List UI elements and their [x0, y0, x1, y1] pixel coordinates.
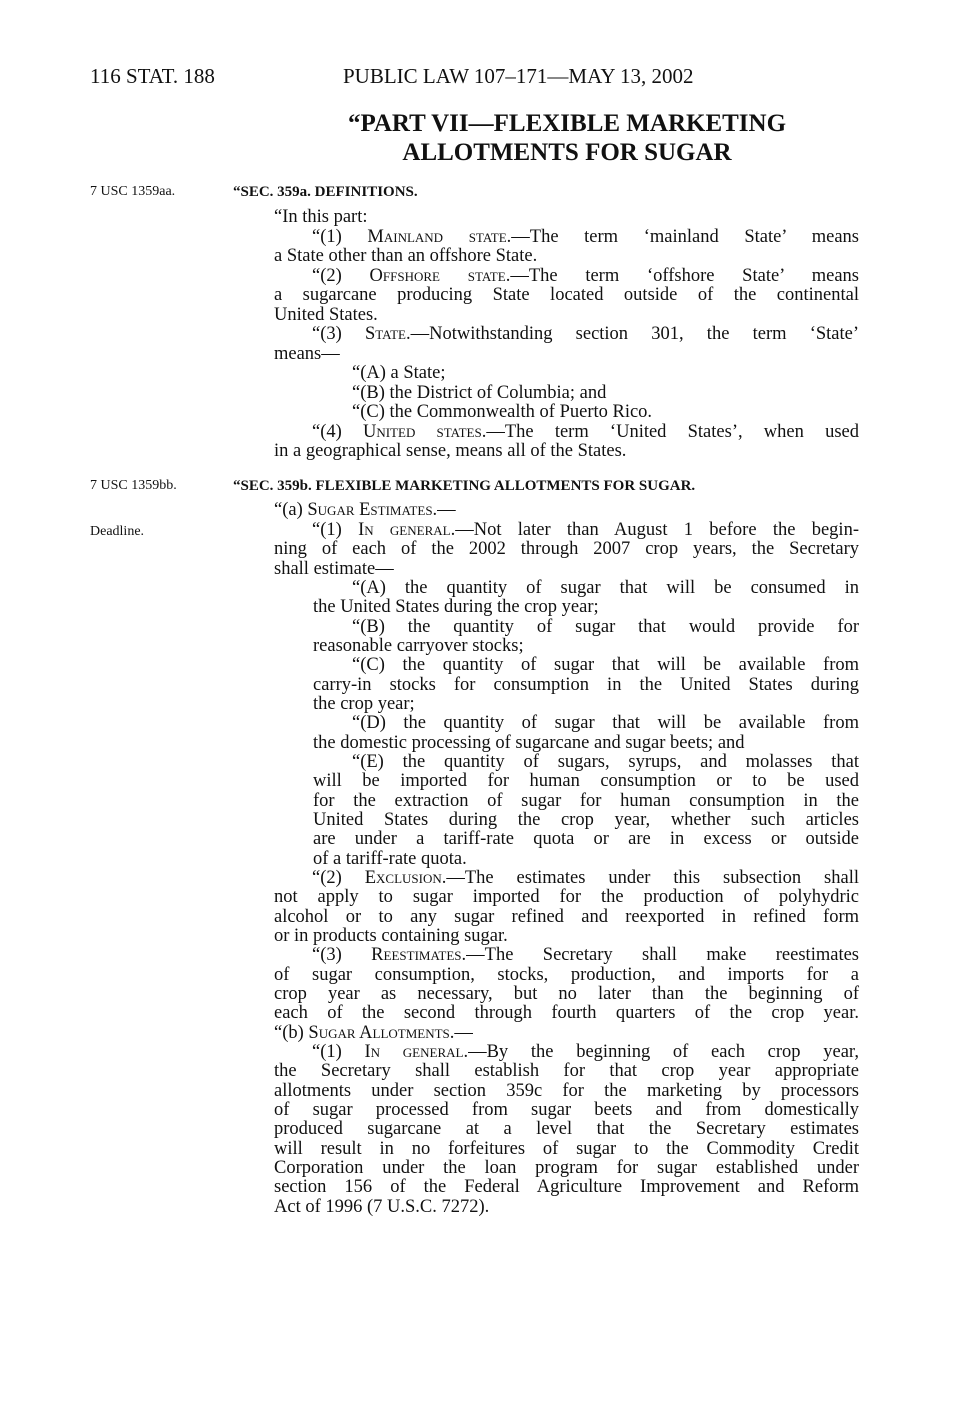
text-line: alcohol or to any sugar refined and reexported in refined form	[274, 907, 859, 927]
text-line: will result in no forfeitures of sugar to the Commodity Credit	[274, 1139, 859, 1159]
text-line: in a geographical sense, means all of the States.	[274, 441, 627, 461]
subparagraph-b: “(B) the quantity of sugar that would provide for	[352, 617, 859, 637]
paragraph-united-states: “(4) United states.—The term ‘United States’, when used	[312, 422, 859, 442]
text-line: carry-in stocks for consumption in the United States during	[313, 675, 859, 695]
text-line: United States during the crop year, whether such articles	[313, 810, 859, 830]
paragraph-allotments-in-general: “(1) In general.—By the beginning of each crop year,	[312, 1042, 859, 1062]
text-line: each of the second through fourth quarters of the crop year.	[274, 1003, 859, 1023]
text-line: the domestic processing of sugarcane and sugar beets; and	[313, 733, 745, 753]
text-line: are under a tariff-rate quota or are in excess or outside	[313, 829, 859, 849]
text-line: crop year as necessary, but no later than the beginning of	[274, 984, 859, 1004]
margin-note-usc-1359bb: 7 USC 1359bb.	[90, 478, 177, 493]
paragraph-mainland-state: “(1) Mainland state.—The term ‘mainland State’ means	[312, 227, 859, 247]
margin-note-usc-1359aa: 7 USC 1359aa.	[90, 184, 176, 199]
text-line: or in products containing sugar.	[274, 926, 508, 946]
text-line: will be imported for human consumption or to be used	[313, 771, 859, 791]
paragraph-reestimates: “(3) Reestimates.—The Secretary shall make reestimates	[312, 945, 859, 965]
text-line: a sugarcane producing State located outside of the continental	[274, 285, 859, 305]
subsection-a-sugar-estimates: “(a) Sugar Estimates.—	[274, 500, 456, 520]
subparagraph-e: “(E) the quantity of sugars, syrups, and molasses that	[352, 752, 859, 772]
part-title-line2: ALLOTMENTS FOR SUGAR	[402, 139, 732, 166]
text-line: “In this part:	[274, 207, 368, 227]
text-line: of a tariff-rate quota.	[313, 849, 467, 869]
text-line: allotments under section 359c for the marketing by processors	[274, 1081, 859, 1101]
margin-note-deadline: Deadline.	[90, 524, 145, 539]
text-line: shall estimate—	[274, 559, 394, 579]
paragraph-in-general: “(1) In general.—Not later than August 1 before the begin-	[312, 520, 859, 540]
text-line: of sugar processed from sugar beets and from domestically	[274, 1100, 859, 1120]
text-line: the United States during the crop year;	[313, 597, 599, 617]
text-line: reasonable carryover stocks;	[313, 636, 524, 656]
text-line: produced sugarcane at a level that the Secretary estimates	[274, 1119, 859, 1139]
subparagraph-a: “(A) the quantity of sugar that will be consumed in	[352, 578, 859, 598]
subparagraph-b-district-of-columbia: “(B) the District of Columbia; and	[352, 383, 607, 403]
text-line: the crop year;	[313, 694, 415, 714]
text-line: section 156 of the Federal Agriculture Improvement and Reform	[274, 1177, 859, 1197]
paragraph-exclusion: “(2) Exclusion.—The estimates under this subsection shall	[312, 868, 859, 888]
text-line: the Secretary shall establish for that crop year appropriate	[274, 1061, 859, 1081]
part-title-line1: “PART VII—FLEXIBLE MARKETING	[347, 110, 787, 137]
text-line: a State other than an offshore State.	[274, 246, 538, 266]
subparagraph-a-state: “(A) a State;	[352, 363, 446, 383]
section-heading-359a: “SEC. 359a. DEFINITIONS.	[233, 184, 418, 200]
running-head-law: PUBLIC LAW 107–171—MAY 13, 2002	[343, 64, 694, 88]
text-line: means—	[274, 344, 340, 364]
subparagraph-c-puerto-rico: “(C) the Commonwealth of Puerto Rico.	[352, 402, 653, 422]
text-line: not apply to sugar imported for the production of polyhydric	[274, 887, 859, 907]
page-stat-number: 116 STAT. 188	[90, 64, 215, 88]
text-line: Act of 1996 (7 U.S.C. 7272).	[274, 1197, 490, 1217]
paragraph-state: “(3) State.—Notwithstanding section 301, the term ‘State’	[312, 324, 859, 344]
text-line: of sugar consumption, stocks, production, and imports for a	[274, 965, 859, 985]
paragraph-offshore-state: “(2) Offshore state.—The term ‘offshore State’ means	[312, 266, 859, 286]
text-line: for the extraction of sugar for human consumption in the	[313, 791, 859, 811]
text-line: Corporation under the loan program for sugar established under	[274, 1158, 859, 1178]
text-line: ning of each of the 2002 through 2007 crop years, the Secretary	[274, 539, 859, 559]
text-line: United States.	[274, 305, 378, 325]
subsection-b-sugar-allotments: “(b) Sugar Allotments.—	[274, 1023, 473, 1043]
subparagraph-d: “(D) the quantity of sugar that will be available from	[352, 713, 859, 733]
subparagraph-c: “(C) the quantity of sugar that will be available from	[352, 655, 859, 675]
section-heading-359b: “SEC. 359b. FLEXIBLE MARKETING ALLOTMENTS FOR SUGAR.	[233, 478, 696, 494]
